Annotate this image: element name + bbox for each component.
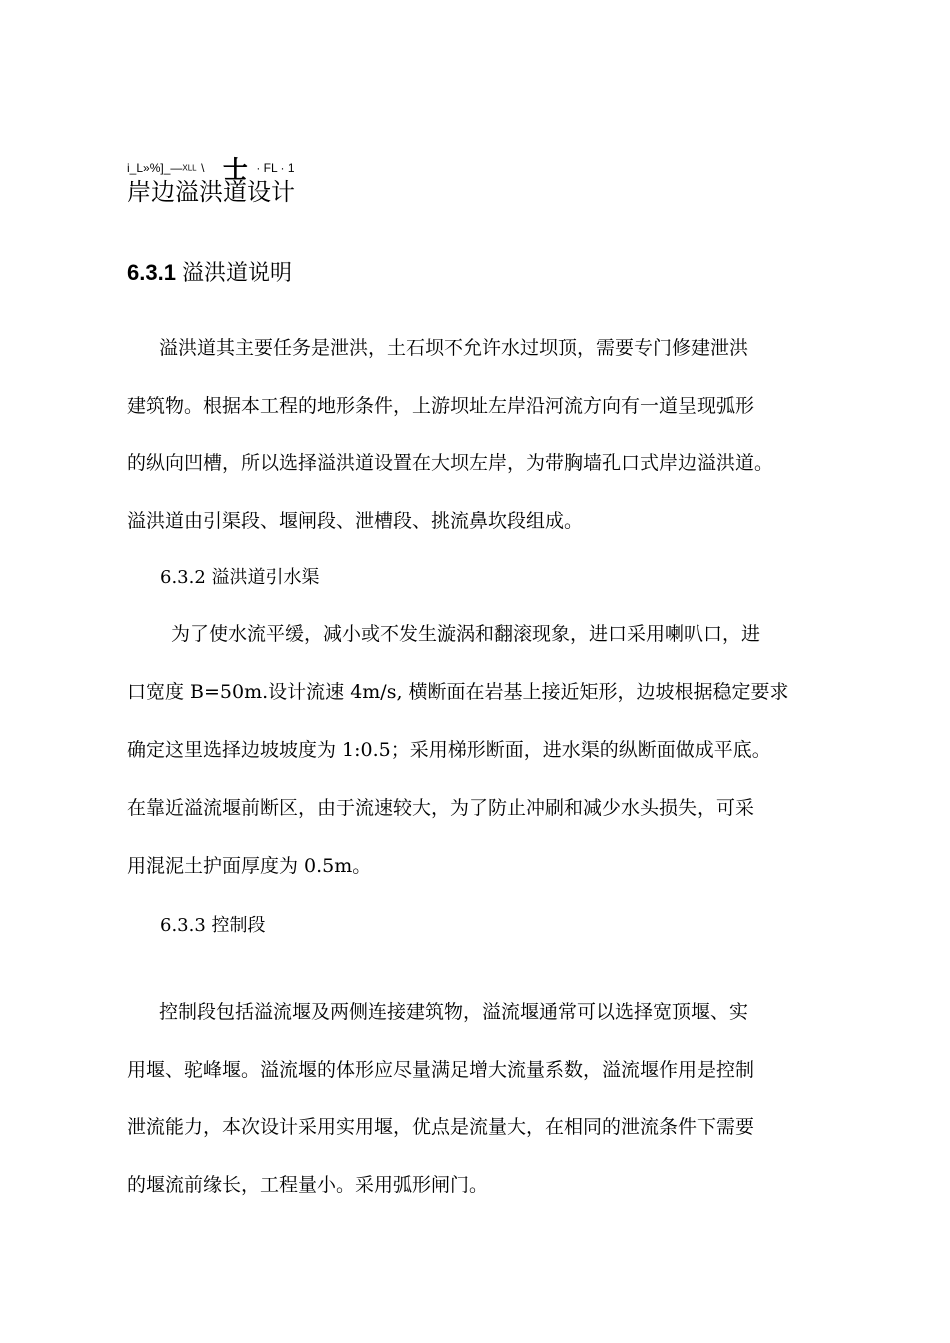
paragraph-line: 溢洪道其主要任务是泄洪，土石坝不允许水过坝顶，需要专门修建泄洪 bbox=[159, 337, 749, 359]
paragraph-line: 的堰流前缘长，工程量小。采用弧形闸门。 bbox=[127, 1173, 489, 1196]
section-heading bbox=[127, 256, 292, 291]
paragraph-line: 为了使水流平缓，减小或不发生漩涡和翻滚现象，进口采用喇叭口，进 bbox=[171, 623, 761, 645]
paragraph-control-section bbox=[127, 984, 867, 1214]
paragraph-line: 在靠近溢流堰前断区，由于流速较大，为了防止冲刷和减少水头损失，可采 bbox=[127, 797, 755, 819]
paragraph-line: 建筑物。根据本工程的地形条件，上游坝址左岸沿河流方向有一道呈现弧形 bbox=[127, 394, 755, 417]
header-garble-part3: \ bbox=[201, 161, 205, 175]
paragraph-line: 口宽度 B=50m.设计流速 4m/s, 横断面在岩基上接近矩形，边坡根据稳定要求 bbox=[127, 681, 789, 703]
header-garble-part4: · FL · 1 bbox=[256, 161, 295, 175]
section-number: 6.3.1 bbox=[127, 260, 176, 285]
paragraph-line: 溢洪道由引渠段、堰闸段、泄槽段、挑流鼻坎段组成。 bbox=[127, 509, 584, 532]
section-title: 溢洪道说明 bbox=[181, 261, 292, 286]
paragraph-intake-channel bbox=[127, 605, 867, 895]
chapter-title: 岸边溢洪道设计 bbox=[127, 178, 295, 206]
subheading-6-3-3: 6.3.3 控制段 bbox=[160, 915, 266, 936]
header-garbled-text bbox=[127, 150, 295, 184]
paragraph-line: 用混泥土护面厚度为 0.5m。 bbox=[127, 855, 372, 877]
subheading-6-3-2: 6.3.2 溢洪道引水渠 bbox=[160, 567, 320, 588]
header-garble-part1: i_L»%]_— bbox=[127, 161, 183, 175]
paragraph-line: 控制段包括溢流堰及两侧连接建筑物，溢流堰通常可以选择宽顶堰、实 bbox=[159, 1001, 749, 1023]
paragraph-overview bbox=[127, 320, 867, 550]
paragraph-line: 用堰、驼峰堰。溢流堰的体形应尽量满足增大流量系数，溢流堰作用是控制 bbox=[127, 1058, 755, 1081]
paragraph-line: 确定这里选择边坡坡度为 1:0.5；采用梯形断面，进水渠的纵断面做成平底。 bbox=[127, 739, 771, 761]
header-garble-glyph: 士 bbox=[222, 156, 248, 184]
header-garble-part2: XLL bbox=[182, 163, 197, 173]
paragraph-line: 的纵向凹槽，所以选择溢洪道设置在大坝左岸，为带胸墙孔口式岸边溢洪道。 bbox=[127, 452, 774, 474]
paragraph-line: 泄流能力，本次设计采用实用堰，优点是流量大，在相同的泄流条件下需要 bbox=[127, 1116, 755, 1138]
